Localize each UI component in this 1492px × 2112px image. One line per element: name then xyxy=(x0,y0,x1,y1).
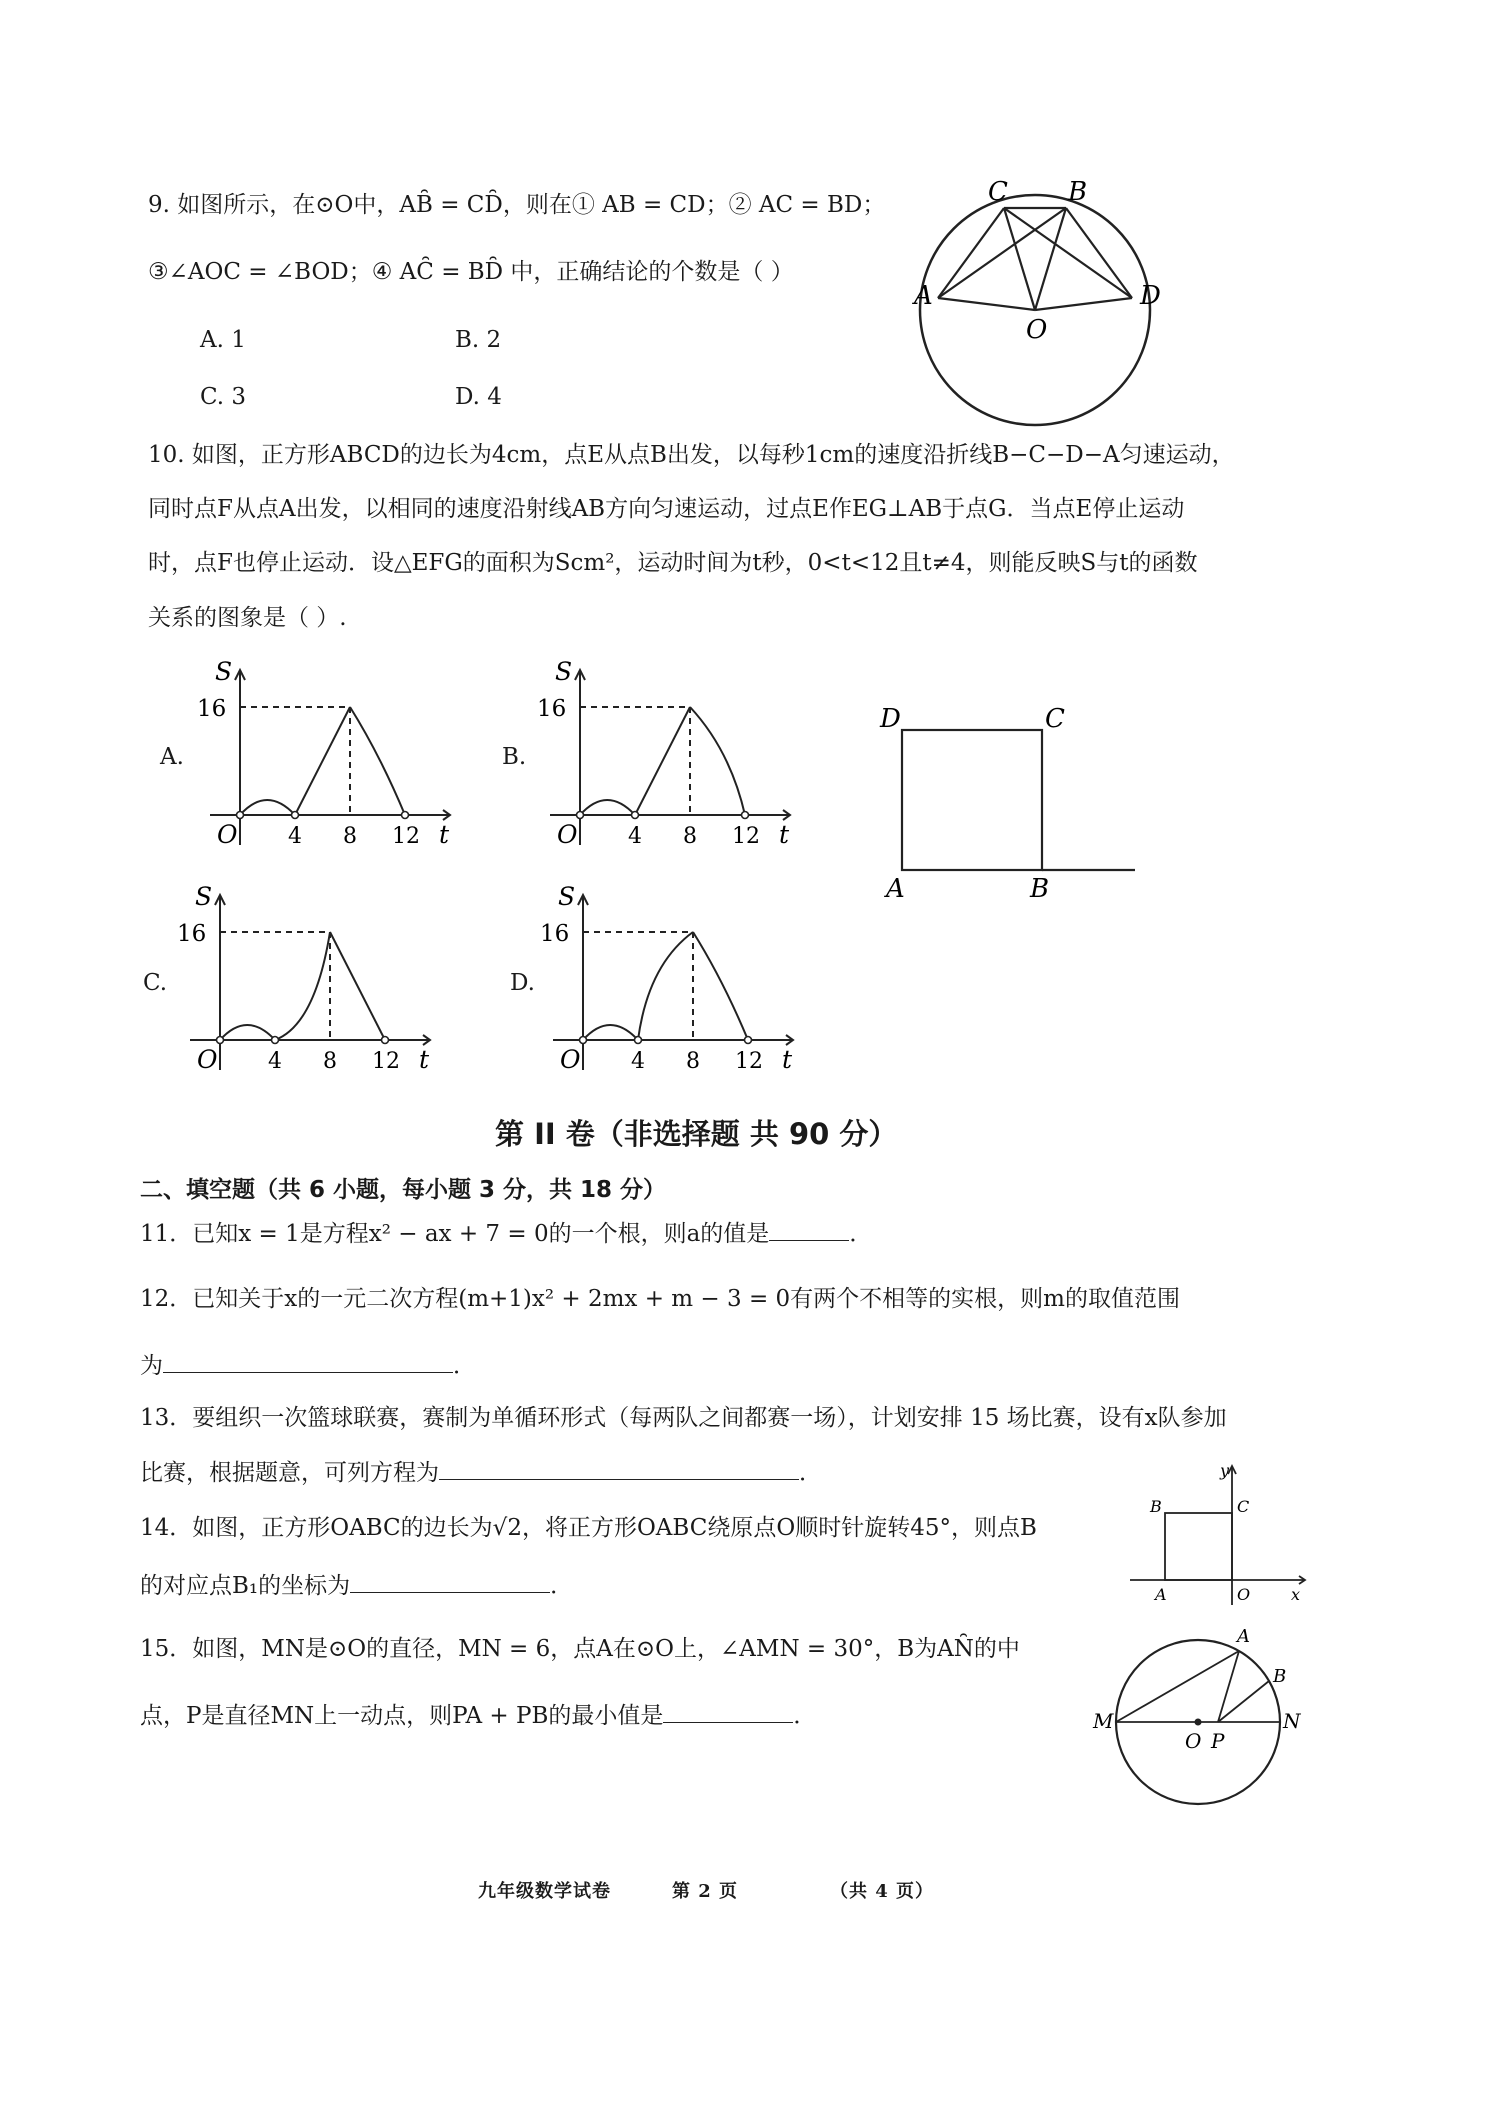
q14-label-y: y xyxy=(1220,1461,1230,1480)
graph-c-peak-label: 16 xyxy=(177,921,207,947)
q15-line1: 15．如图，MN是⊙O的直径，MN = 6，点A在⊙O上，∠AMN = 30°，B为AN̑的中 xyxy=(140,1636,1020,1662)
q9-option-a: A. 1 xyxy=(200,327,246,353)
footer-page-number: 第 2 页 xyxy=(672,1881,739,1902)
q9-label-d: D xyxy=(1140,281,1161,311)
q9-label-a: A xyxy=(914,281,933,311)
part2-title: 第 II 卷（非选择题 共 90 分） xyxy=(495,1117,898,1151)
q10-line2: 同时点F从点A出发，以相同的速度沿射线AB方向匀速运动，过点E作EG⊥AB于点G．当点E停止运动 xyxy=(148,496,1185,522)
q15-line2 xyxy=(140,1700,816,1731)
q14-label-c: C xyxy=(1237,1497,1250,1516)
graph-c-tick-8: 8 xyxy=(323,1049,337,1074)
q14-line2 xyxy=(140,1570,573,1601)
q9-option-d: D. 4 xyxy=(455,384,502,410)
q9-option-b: B. 2 xyxy=(455,327,502,353)
q11-end: ． xyxy=(849,1221,873,1247)
q9-circle-figure xyxy=(900,177,1170,420)
q14-answer-blank[interactable] xyxy=(350,1570,550,1593)
q11-answer-blank[interactable] xyxy=(769,1218,849,1241)
graph-a-x-axis-label: t xyxy=(439,820,450,849)
q13-answer-blank[interactable] xyxy=(439,1457,799,1480)
q15-end: ． xyxy=(793,1703,817,1729)
q14-label-x: x xyxy=(1291,1585,1301,1604)
q13-line2 xyxy=(140,1457,822,1488)
graph-d-x-axis-label: t xyxy=(782,1045,793,1074)
graph-c-tick-4: 4 xyxy=(268,1049,282,1074)
graph-d-tick-4: 4 xyxy=(631,1049,645,1074)
q11-text: 11．已知x = 1是方程x² − ax + 7 = 0的一个根，则a的值是 xyxy=(140,1221,770,1247)
graph-b xyxy=(535,657,805,850)
graph-a-peak-label: 16 xyxy=(197,696,227,722)
graph-c-x-axis-label: t xyxy=(419,1045,430,1074)
graph-b-peak-label: 16 xyxy=(537,696,567,722)
graph-b-tick-8: 8 xyxy=(683,824,697,849)
graph-b-y-axis-label: S xyxy=(555,657,573,686)
q15-circle-figure xyxy=(1085,1620,1310,1815)
q12-end: ． xyxy=(453,1353,476,1379)
q15-answer-blank[interactable] xyxy=(663,1700,793,1723)
q14-label-a: A xyxy=(1155,1585,1167,1604)
q14-prefix: 的对应点B₁的坐标为 xyxy=(140,1573,351,1599)
graph-a xyxy=(195,657,465,850)
footer-total-pages: （共 4 页） xyxy=(830,1881,935,1902)
graph-d-label: D. xyxy=(510,970,535,996)
q15-label-m: M xyxy=(1093,1709,1114,1733)
q14-line1: 14．如图，正方形OABC的边长为√2，将正方形OABC绕原点O顺时针旋转45°，则点B xyxy=(140,1515,1037,1541)
q15-label-a: A xyxy=(1237,1626,1250,1647)
graph-d-tick-12: 12 xyxy=(735,1049,763,1074)
graph-a-tick-12: 12 xyxy=(392,824,420,849)
graph-b-tick-4: 4 xyxy=(628,824,642,849)
q13-end: ． xyxy=(799,1460,822,1486)
footer-exam-name: 九年级数学试卷 xyxy=(478,1881,611,1902)
q15-label-b: B xyxy=(1273,1666,1287,1687)
graph-a-label: A. xyxy=(160,744,184,770)
graph-c-tick-12: 12 xyxy=(372,1049,400,1074)
square-label-d: D xyxy=(880,704,901,734)
graph-c-y-axis-label: S xyxy=(195,882,213,911)
q9-label-c: C xyxy=(988,177,1008,207)
section2-heading: 二、填空题（共 6 小题，每小题 3 分，共 18 分） xyxy=(140,1177,667,1203)
q15-label-p: P xyxy=(1211,1729,1225,1753)
graph-d xyxy=(538,882,808,1075)
q9-line2: ③∠AOC = ∠BOD；④ AC̑ = BD̑ 中，正确结论的个数是（ ） xyxy=(148,259,794,285)
q15-prefix: 点，P是直径MN上一动点，则PA + PB的最小值是 xyxy=(140,1703,664,1729)
q14-label-b: B xyxy=(1150,1497,1162,1516)
square-label-a: A xyxy=(886,874,905,904)
q12-line2 xyxy=(140,1350,476,1381)
q15-label-o: O xyxy=(1185,1729,1202,1753)
q10-line4: 关系的图象是（ ）. xyxy=(148,605,347,631)
graph-d-y-axis-label: S xyxy=(558,882,576,911)
q12-answer-blank[interactable] xyxy=(163,1350,453,1373)
graph-d-origin-label: O xyxy=(560,1045,581,1074)
q13-line1: 13．要组织一次篮球联赛，赛制为单循环形式（每两队之间都赛一场），计划安排 15 场比赛，设有x队参加 xyxy=(140,1405,1227,1431)
q11-line xyxy=(140,1218,872,1249)
graph-a-tick-8: 8 xyxy=(343,824,357,849)
q10-line3: 时，点F也停止运动．设△EFG的面积为Scm²，运动时间为t秒，0<t<12且t≠4，则能反映S与t的函数 xyxy=(148,550,1198,576)
graph-a-tick-4: 4 xyxy=(288,824,302,849)
q9-option-c: C. 3 xyxy=(200,384,247,410)
graph-a-origin-label: O xyxy=(217,820,238,849)
q12-prefix: 为 xyxy=(140,1353,163,1379)
graph-a-y-axis-label: S xyxy=(215,657,233,686)
graph-d-tick-8: 8 xyxy=(686,1049,700,1074)
q9-line1: 9. 如图所示，在⊙O中，AB̑ = CD̑，则在① AB = CD；② AC = BD； xyxy=(148,192,886,218)
q9-label-b: B xyxy=(1068,177,1088,207)
graph-b-tick-12: 12 xyxy=(732,824,760,849)
graph-c xyxy=(175,882,445,1075)
square-label-c: C xyxy=(1045,704,1065,734)
graph-b-x-axis-label: t xyxy=(779,820,790,849)
q13-prefix: 比赛，根据题意，可列方程为 xyxy=(140,1460,439,1486)
q12-line1: 12．已知关于x的一元二次方程(m+1)x² + 2mx + m − 3 = 0有两个不相等的实根，则m的取值范围 xyxy=(140,1286,1180,1312)
q14-label-o: O xyxy=(1237,1585,1251,1604)
q9-label-o: O xyxy=(1026,315,1048,345)
graph-b-label: B. xyxy=(502,744,527,770)
graph-c-origin-label: O xyxy=(197,1045,218,1074)
q10-line1: 10. 如图，正方形ABCD的边长为4cm，点E从点B出发，以每秒1cm的速度沿折线B−C−D−A匀速运动， xyxy=(148,442,1235,468)
q10-square-figure xyxy=(870,705,1140,905)
graph-b-origin-label: O xyxy=(557,820,578,849)
square-label-b: B xyxy=(1030,874,1050,904)
q15-label-n: N xyxy=(1283,1709,1301,1733)
graph-c-label: C. xyxy=(143,970,168,996)
graph-d-peak-label: 16 xyxy=(540,921,570,947)
q14-coordinate-figure xyxy=(1125,1460,1310,1610)
q14-end: ． xyxy=(550,1573,574,1599)
